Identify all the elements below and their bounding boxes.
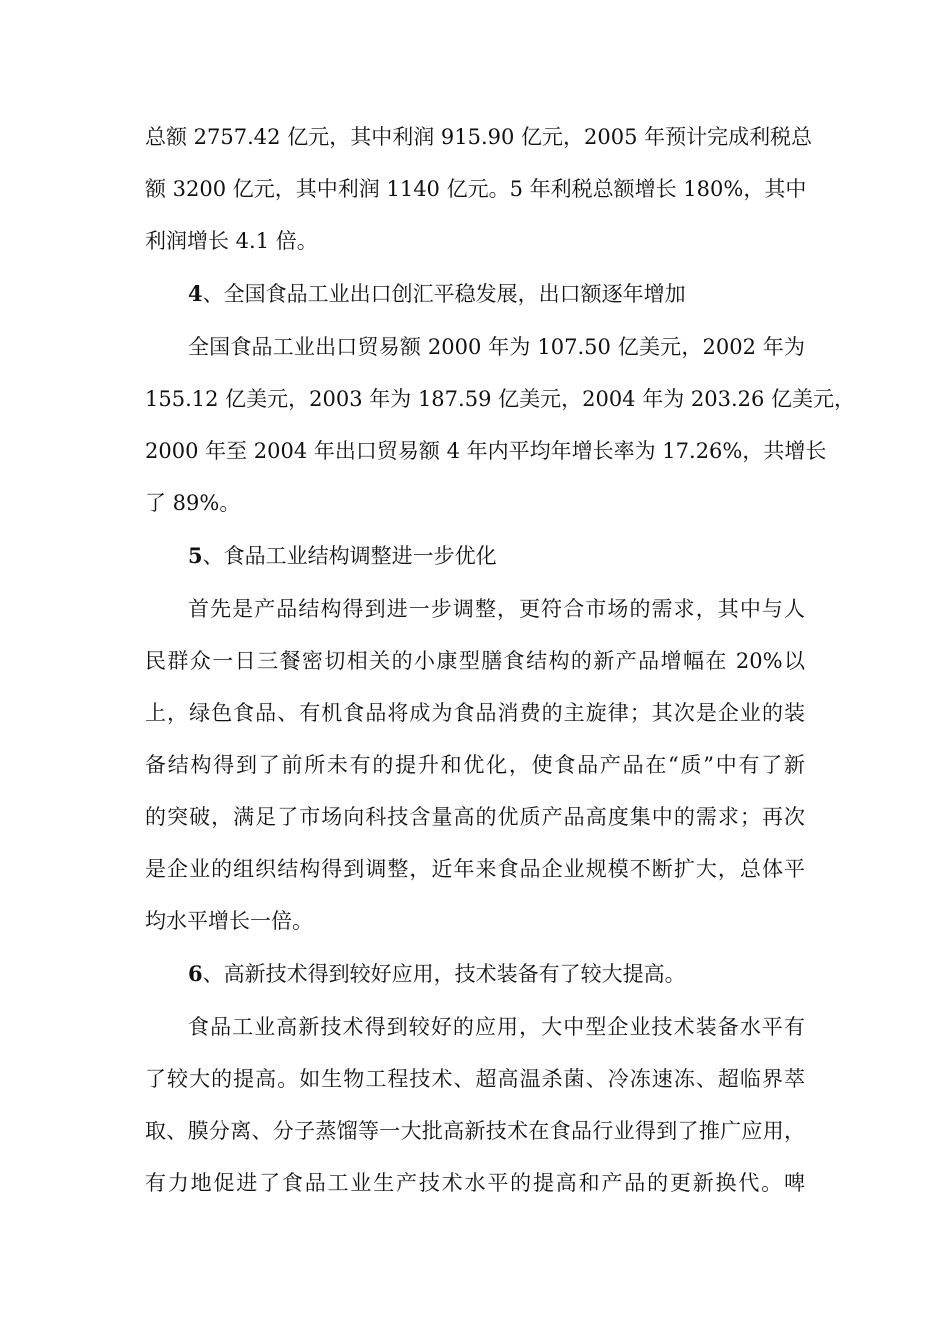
text-line: 155.12 亿美元，2003 年为 187.59 亿美元，2004 年为 203.26 亿美元， <box>145 387 856 411</box>
heading-text: 、全国食品工业出口创汇平稳发展，出口额逐年增加 <box>202 282 686 306</box>
text-line: 全国食品工业出口贸易额 2000 年为 107.50 亿美元，2002 年为 <box>188 335 805 359</box>
text-line: 有力地促进了食品工业生产技术水平的提高和产品的更新换代。啤 <box>145 1171 805 1195</box>
text-line: 民群众一日三餐密切相关的小康型膳食结构的新产品增幅在 20%以 <box>145 649 805 673</box>
heading-number: 4 <box>188 281 203 306</box>
text-line: 首先是产品结构得到进一步调整，更符合市场的需求，其中与人 <box>188 597 805 621</box>
text-line: 备结构得到了前所未有的提升和优化，使食品产品在“质”中有了新 <box>145 753 805 777</box>
section-heading-4 <box>188 278 686 310</box>
text-line: 总额 2757.42 亿元，其中利润 915.90 亿元，2005 年预计完成利税总 <box>145 125 813 149</box>
text-line: 2000 年至 2004 年出口贸易额 4 年内平均年增长率为 17.26%，共增长 <box>145 439 827 463</box>
heading-text: 、高新技术得到较好应用，技术装备有了较大提高。 <box>202 962 686 986</box>
text-line: 食品工业高新技术得到较好的应用，大中型企业技术装备水平有 <box>188 1015 805 1039</box>
text-line: 的突破，满足了市场向科技含量高的优质产品高度集中的需求；再次 <box>145 805 805 829</box>
text-line: 额 3200 亿元，其中利润 1140 亿元。5 年利税总额增长 180%，其中 <box>145 177 807 201</box>
heading-text: 、食品工业结构调整进一步优化 <box>202 544 497 568</box>
text-line: 了较大的提高。如生物工程技术、超高温杀菌、冷冻速冻、超临界萃 <box>145 1067 805 1091</box>
section-heading-5 <box>188 540 497 572</box>
section-heading-6 <box>188 958 686 990</box>
heading-number: 5 <box>188 543 203 568</box>
text-line: 上，绿色食品、有机食品将成为食品消费的主旋律；其次是企业的装 <box>145 701 805 725</box>
text-line: 是企业的组织结构得到调整，近年来食品企业规模不断扩大，总体平 <box>145 857 805 881</box>
text-line: 了 89%。 <box>145 491 241 515</box>
text-line: 利润增长 4.1 倍。 <box>145 229 318 253</box>
heading-number: 6 <box>188 961 203 986</box>
text-line: 均水平增长一倍。 <box>145 909 313 933</box>
text-line: 取、膜分离、分子蒸馏等一大批高新技术在食品行业得到了推广应用， <box>145 1119 805 1143</box>
